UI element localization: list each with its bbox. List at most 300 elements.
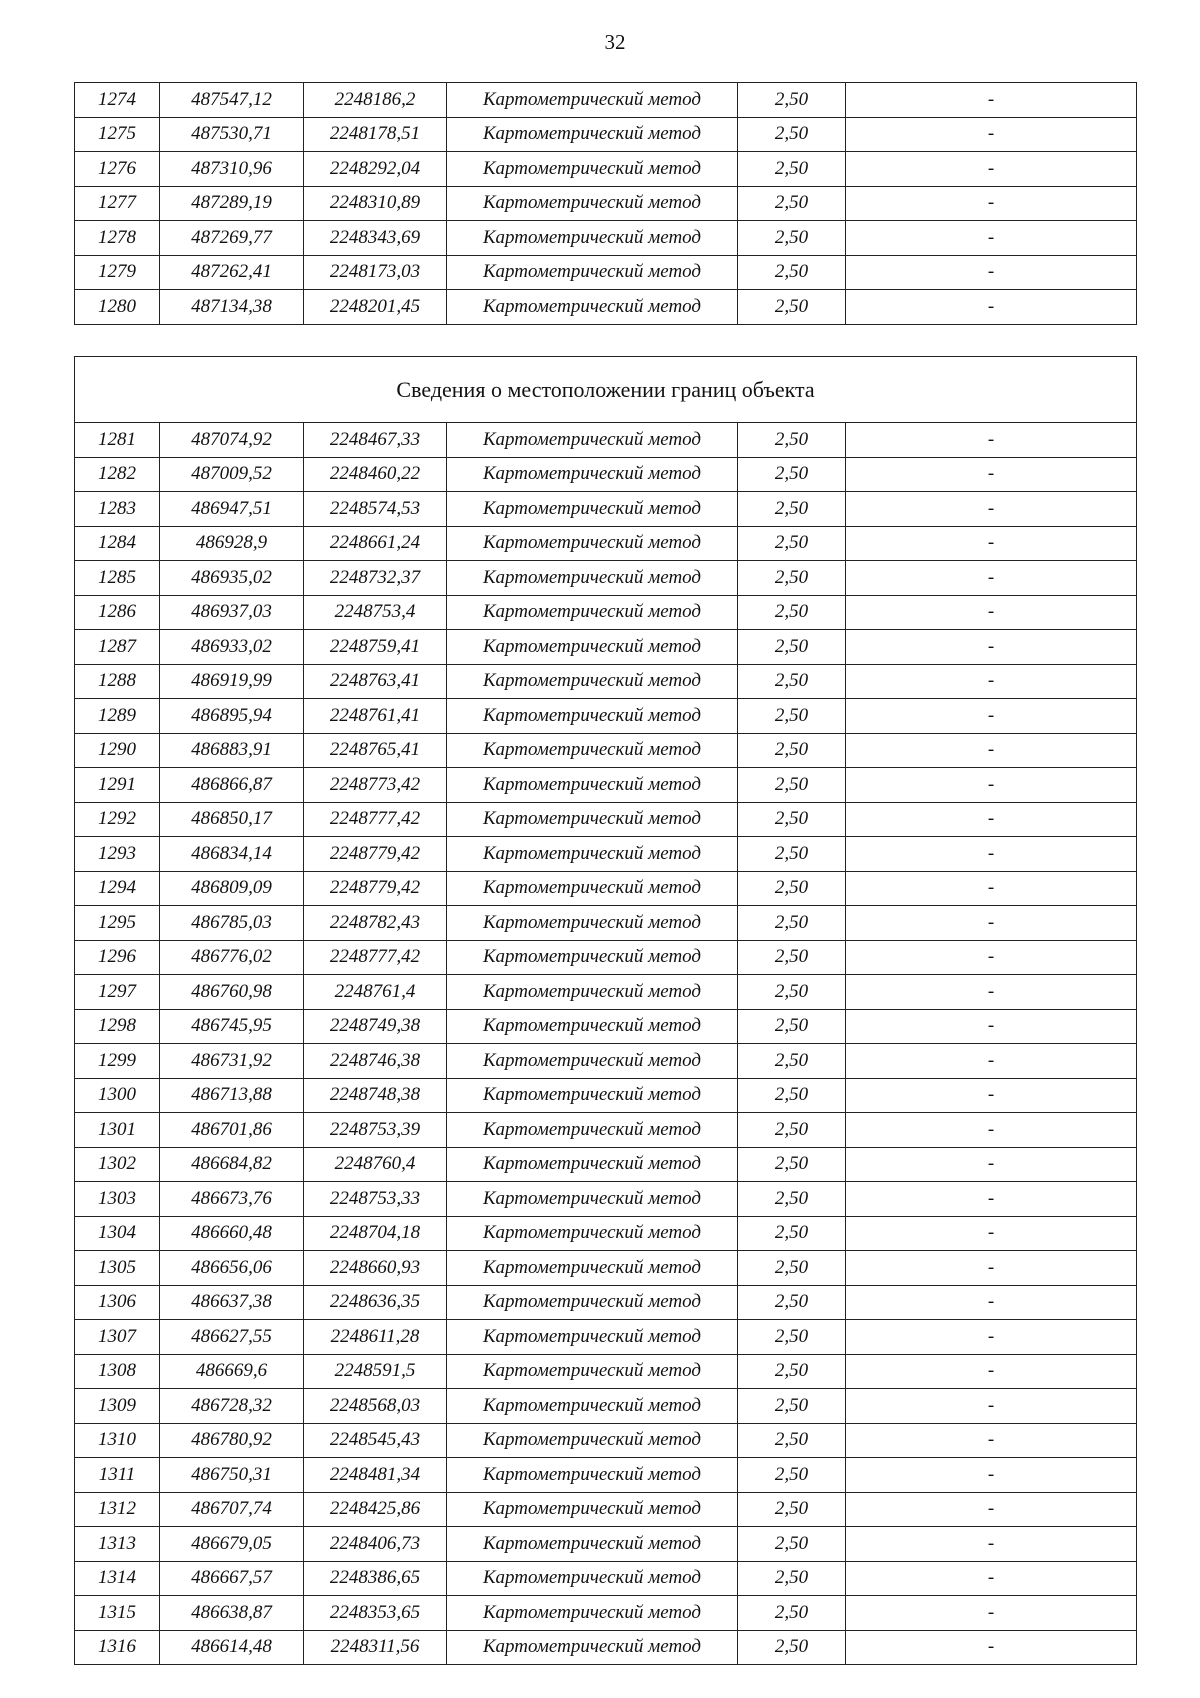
description-cell: - — [846, 1009, 1137, 1044]
description-cell: - — [846, 526, 1137, 561]
y-coordinate-cell: 2248779,42 — [304, 837, 447, 872]
method-cell: Картометрический метод — [447, 1044, 738, 1079]
description-cell: - — [846, 871, 1137, 906]
x-coordinate-cell: 487289,19 — [160, 186, 304, 221]
method-cell: Картометрический метод — [447, 1527, 738, 1562]
point-number-cell: 1280 — [75, 290, 160, 325]
y-coordinate-cell: 2248310,89 — [304, 186, 447, 221]
description-cell: - — [846, 940, 1137, 975]
y-coordinate-cell: 2248779,42 — [304, 871, 447, 906]
x-coordinate-cell: 487530,71 — [160, 117, 304, 152]
x-coordinate-cell: 486933,02 — [160, 630, 304, 665]
description-cell: - — [846, 1251, 1137, 1286]
point-number-cell: 1283 — [75, 492, 160, 527]
point-number-cell: 1285 — [75, 561, 160, 596]
y-coordinate-cell: 2248732,37 — [304, 561, 447, 596]
table-row — [75, 423, 1137, 458]
point-number-cell: 1274 — [75, 83, 160, 118]
table-row — [75, 457, 1137, 492]
table-row — [75, 837, 1137, 872]
y-coordinate-cell: 2248749,38 — [304, 1009, 447, 1044]
y-coordinate-cell: 2248661,24 — [304, 526, 447, 561]
point-number-cell: 1303 — [75, 1182, 160, 1217]
point-number-cell: 1307 — [75, 1320, 160, 1355]
point-number-cell: 1291 — [75, 768, 160, 803]
description-cell: - — [846, 221, 1137, 256]
table-body-main — [75, 357, 1137, 1665]
point-number-cell: 1281 — [75, 423, 160, 458]
point-number-cell: 1292 — [75, 802, 160, 837]
y-coordinate-cell: 2248173,03 — [304, 255, 447, 290]
x-coordinate-cell: 487262,41 — [160, 255, 304, 290]
description-cell: - — [846, 1044, 1137, 1079]
description-cell: - — [846, 423, 1137, 458]
x-coordinate-cell: 486660,48 — [160, 1216, 304, 1251]
method-cell: Картометрический метод — [447, 221, 738, 256]
point-number-cell: 1300 — [75, 1078, 160, 1113]
x-coordinate-cell: 486928,9 — [160, 526, 304, 561]
point-number-cell: 1310 — [75, 1423, 160, 1458]
x-coordinate-cell: 486669,6 — [160, 1354, 304, 1389]
accuracy-cell: 2,50 — [738, 699, 846, 734]
y-coordinate-cell: 2248201,45 — [304, 290, 447, 325]
y-coordinate-cell: 2248782,43 — [304, 906, 447, 941]
description-cell: - — [846, 595, 1137, 630]
method-cell: Картометрический метод — [447, 152, 738, 187]
method-cell: Картометрический метод — [447, 1113, 738, 1148]
y-coordinate-cell: 2248591,5 — [304, 1354, 447, 1389]
table-body-top — [75, 83, 1137, 325]
point-number-cell: 1282 — [75, 457, 160, 492]
x-coordinate-cell: 486656,06 — [160, 1251, 304, 1286]
table-row — [75, 290, 1137, 325]
table-row — [75, 117, 1137, 152]
description-cell: - — [846, 1458, 1137, 1493]
table-row — [75, 699, 1137, 734]
accuracy-cell: 2,50 — [738, 117, 846, 152]
description-cell: - — [846, 975, 1137, 1010]
accuracy-cell: 2,50 — [738, 1044, 846, 1079]
y-coordinate-cell: 2248311,56 — [304, 1630, 447, 1665]
y-coordinate-cell: 2248611,28 — [304, 1320, 447, 1355]
x-coordinate-cell: 486780,92 — [160, 1423, 304, 1458]
description-cell: - — [846, 699, 1137, 734]
x-coordinate-cell: 487009,52 — [160, 457, 304, 492]
description-cell: - — [846, 1182, 1137, 1217]
method-cell: Картометрический метод — [447, 975, 738, 1010]
table-row — [75, 221, 1137, 256]
y-coordinate-cell: 2248753,4 — [304, 595, 447, 630]
point-number-cell: 1302 — [75, 1147, 160, 1182]
point-number-cell: 1315 — [75, 1596, 160, 1631]
y-coordinate-cell: 2248568,03 — [304, 1389, 447, 1424]
accuracy-cell: 2,50 — [738, 1285, 846, 1320]
point-number-cell: 1279 — [75, 255, 160, 290]
point-number-cell: 1294 — [75, 871, 160, 906]
table-row — [75, 152, 1137, 187]
table-row — [75, 83, 1137, 118]
method-cell: Картометрический метод — [447, 699, 738, 734]
x-coordinate-cell: 486701,86 — [160, 1113, 304, 1148]
x-coordinate-cell: 486679,05 — [160, 1527, 304, 1562]
accuracy-cell: 2,50 — [738, 1009, 846, 1044]
accuracy-cell: 2,50 — [738, 595, 846, 630]
description-cell: - — [846, 664, 1137, 699]
point-number-cell: 1286 — [75, 595, 160, 630]
accuracy-cell: 2,50 — [738, 255, 846, 290]
accuracy-cell: 2,50 — [738, 1216, 846, 1251]
x-coordinate-cell: 487074,92 — [160, 423, 304, 458]
table-row — [75, 1251, 1137, 1286]
accuracy-cell: 2,50 — [738, 1561, 846, 1596]
table-row — [75, 561, 1137, 596]
description-cell: - — [846, 1423, 1137, 1458]
method-cell: Картометрический метод — [447, 1182, 738, 1217]
accuracy-cell: 2,50 — [738, 1423, 846, 1458]
x-coordinate-cell: 486866,87 — [160, 768, 304, 803]
method-cell: Картометрический метод — [447, 871, 738, 906]
x-coordinate-cell: 486638,87 — [160, 1596, 304, 1631]
description-cell: - — [846, 768, 1137, 803]
description-cell: - — [846, 1354, 1137, 1389]
y-coordinate-cell: 2248574,53 — [304, 492, 447, 527]
y-coordinate-cell: 2248636,35 — [304, 1285, 447, 1320]
point-number-cell: 1298 — [75, 1009, 160, 1044]
method-cell: Картометрический метод — [447, 186, 738, 221]
description-cell: - — [846, 1527, 1137, 1562]
table-row — [75, 595, 1137, 630]
accuracy-cell: 2,50 — [738, 837, 846, 872]
accuracy-cell: 2,50 — [738, 457, 846, 492]
method-cell: Картометрический метод — [447, 492, 738, 527]
description-cell: - — [846, 1285, 1137, 1320]
method-cell: Картометрический метод — [447, 1078, 738, 1113]
y-coordinate-cell: 2248746,38 — [304, 1044, 447, 1079]
y-coordinate-cell: 2248660,93 — [304, 1251, 447, 1286]
table-row — [75, 1458, 1137, 1493]
method-cell: Картометрический метод — [447, 630, 738, 665]
point-number-cell: 1306 — [75, 1285, 160, 1320]
accuracy-cell: 2,50 — [738, 802, 846, 837]
description-cell: - — [846, 1113, 1137, 1148]
point-number-cell: 1308 — [75, 1354, 160, 1389]
table-row — [75, 1113, 1137, 1148]
table-row — [75, 975, 1137, 1010]
accuracy-cell: 2,50 — [738, 1596, 846, 1631]
method-cell: Картометрический метод — [447, 255, 738, 290]
table-row — [75, 664, 1137, 699]
method-cell: Картометрический метод — [447, 768, 738, 803]
x-coordinate-cell: 486919,99 — [160, 664, 304, 699]
description-cell: - — [846, 186, 1137, 221]
method-cell: Картометрический метод — [447, 83, 738, 118]
method-cell: Картометрический метод — [447, 1320, 738, 1355]
description-cell: - — [846, 802, 1137, 837]
y-coordinate-cell: 2248777,42 — [304, 940, 447, 975]
x-coordinate-cell: 486935,02 — [160, 561, 304, 596]
y-coordinate-cell: 2248777,42 — [304, 802, 447, 837]
y-coordinate-cell: 2248761,41 — [304, 699, 447, 734]
point-number-cell: 1312 — [75, 1492, 160, 1527]
x-coordinate-cell: 486614,48 — [160, 1630, 304, 1665]
point-number-cell: 1278 — [75, 221, 160, 256]
accuracy-cell: 2,50 — [738, 664, 846, 699]
y-coordinate-cell: 2248467,33 — [304, 423, 447, 458]
table-row — [75, 1354, 1137, 1389]
x-coordinate-cell: 487310,96 — [160, 152, 304, 187]
y-coordinate-cell: 2248765,41 — [304, 733, 447, 768]
y-coordinate-cell: 2248386,65 — [304, 1561, 447, 1596]
y-coordinate-cell: 2248753,39 — [304, 1113, 447, 1148]
table-row — [75, 871, 1137, 906]
description-cell: - — [846, 152, 1137, 187]
method-cell: Картометрический метод — [447, 802, 738, 837]
description-cell: - — [846, 733, 1137, 768]
description-cell: - — [846, 1492, 1137, 1527]
description-cell: - — [846, 255, 1137, 290]
y-coordinate-cell: 2248460,22 — [304, 457, 447, 492]
section-heading-row — [75, 357, 1137, 423]
x-coordinate-cell: 486760,98 — [160, 975, 304, 1010]
accuracy-cell: 2,50 — [738, 526, 846, 561]
description-cell: - — [846, 1216, 1137, 1251]
description-cell: - — [846, 83, 1137, 118]
accuracy-cell: 2,50 — [738, 871, 846, 906]
method-cell: Картометрический метод — [447, 733, 738, 768]
description-cell: - — [846, 1078, 1137, 1113]
x-coordinate-cell: 486731,92 — [160, 1044, 304, 1079]
accuracy-cell: 2,50 — [738, 906, 846, 941]
description-cell: - — [846, 1147, 1137, 1182]
point-number-cell: 1287 — [75, 630, 160, 665]
accuracy-cell: 2,50 — [738, 561, 846, 596]
x-coordinate-cell: 486809,09 — [160, 871, 304, 906]
x-coordinate-cell: 486713,88 — [160, 1078, 304, 1113]
point-number-cell: 1296 — [75, 940, 160, 975]
method-cell: Картометрический метод — [447, 290, 738, 325]
method-cell: Картометрический метод — [447, 1596, 738, 1631]
point-number-cell: 1301 — [75, 1113, 160, 1148]
accuracy-cell: 2,50 — [738, 423, 846, 458]
point-number-cell: 1293 — [75, 837, 160, 872]
table-row — [75, 526, 1137, 561]
method-cell: Картометрический метод — [447, 561, 738, 596]
method-cell: Картометрический метод — [447, 526, 738, 561]
accuracy-cell: 2,50 — [738, 1320, 846, 1355]
y-coordinate-cell: 2248545,43 — [304, 1423, 447, 1458]
accuracy-cell: 2,50 — [738, 768, 846, 803]
description-cell: - — [846, 1596, 1137, 1631]
y-coordinate-cell: 2248753,33 — [304, 1182, 447, 1217]
point-number-cell: 1290 — [75, 733, 160, 768]
table-row — [75, 1182, 1137, 1217]
table-row — [75, 1216, 1137, 1251]
table-row — [75, 1320, 1137, 1355]
method-cell: Картометрический метод — [447, 837, 738, 872]
point-number-cell: 1313 — [75, 1527, 160, 1562]
y-coordinate-cell: 2248353,65 — [304, 1596, 447, 1631]
accuracy-cell: 2,50 — [738, 1078, 846, 1113]
point-number-cell: 1299 — [75, 1044, 160, 1079]
table-row — [75, 255, 1137, 290]
table-row — [75, 186, 1137, 221]
method-cell: Картометрический метод — [447, 1251, 738, 1286]
method-cell: Картометрический метод — [447, 906, 738, 941]
y-coordinate-cell: 2248760,4 — [304, 1147, 447, 1182]
table-row — [75, 630, 1137, 665]
y-coordinate-cell: 2248186,2 — [304, 83, 447, 118]
y-coordinate-cell: 2248773,42 — [304, 768, 447, 803]
table-row — [75, 768, 1137, 803]
description-cell: - — [846, 906, 1137, 941]
accuracy-cell: 2,50 — [738, 975, 846, 1010]
point-number-cell: 1311 — [75, 1458, 160, 1493]
x-coordinate-cell: 486684,82 — [160, 1147, 304, 1182]
accuracy-cell: 2,50 — [738, 152, 846, 187]
method-cell: Картометрический метод — [447, 1354, 738, 1389]
x-coordinate-cell: 487134,38 — [160, 290, 304, 325]
x-coordinate-cell: 486776,02 — [160, 940, 304, 975]
description-cell: - — [846, 561, 1137, 596]
table-row — [75, 1009, 1137, 1044]
table-row — [75, 1389, 1137, 1424]
y-coordinate-cell: 2248481,34 — [304, 1458, 447, 1493]
table-row — [75, 1078, 1137, 1113]
method-cell: Картометрический метод — [447, 1458, 738, 1493]
description-cell: - — [846, 630, 1137, 665]
x-coordinate-cell: 486673,76 — [160, 1182, 304, 1217]
section-heading: Сведения о местоположении границ объекта — [75, 357, 1137, 423]
accuracy-cell: 2,50 — [738, 1527, 846, 1562]
accuracy-cell: 2,50 — [738, 1458, 846, 1493]
coordinates-table-continued — [74, 82, 1137, 325]
point-number-cell: 1314 — [75, 1561, 160, 1596]
method-cell: Картометрический метод — [447, 1389, 738, 1424]
y-coordinate-cell: 2248425,86 — [304, 1492, 447, 1527]
x-coordinate-cell: 486895,94 — [160, 699, 304, 734]
table-row — [75, 906, 1137, 941]
table-row — [75, 492, 1137, 527]
point-number-cell: 1288 — [75, 664, 160, 699]
accuracy-cell: 2,50 — [738, 1492, 846, 1527]
accuracy-cell: 2,50 — [738, 940, 846, 975]
table-row — [75, 1596, 1137, 1631]
point-number-cell: 1275 — [75, 117, 160, 152]
x-coordinate-cell: 487269,77 — [160, 221, 304, 256]
x-coordinate-cell: 486627,55 — [160, 1320, 304, 1355]
accuracy-cell: 2,50 — [738, 630, 846, 665]
table-row — [75, 940, 1137, 975]
table-row — [75, 1492, 1137, 1527]
table-row — [75, 1423, 1137, 1458]
y-coordinate-cell: 2248748,38 — [304, 1078, 447, 1113]
description-cell: - — [846, 1630, 1137, 1665]
point-number-cell: 1305 — [75, 1251, 160, 1286]
description-cell: - — [846, 492, 1137, 527]
table-row — [75, 1285, 1137, 1320]
x-coordinate-cell: 486637,38 — [160, 1285, 304, 1320]
accuracy-cell: 2,50 — [738, 186, 846, 221]
point-number-cell: 1309 — [75, 1389, 160, 1424]
method-cell: Картометрический метод — [447, 664, 738, 699]
y-coordinate-cell: 2248763,41 — [304, 664, 447, 699]
x-coordinate-cell: 486834,14 — [160, 837, 304, 872]
y-coordinate-cell: 2248704,18 — [304, 1216, 447, 1251]
method-cell: Картометрический метод — [447, 940, 738, 975]
method-cell: Картометрический метод — [447, 1561, 738, 1596]
method-cell: Картометрический метод — [447, 457, 738, 492]
description-cell: - — [846, 457, 1137, 492]
accuracy-cell: 2,50 — [738, 1113, 846, 1148]
x-coordinate-cell: 486745,95 — [160, 1009, 304, 1044]
point-number-cell: 1304 — [75, 1216, 160, 1251]
description-cell: - — [846, 837, 1137, 872]
x-coordinate-cell: 486707,74 — [160, 1492, 304, 1527]
table-row — [75, 802, 1137, 837]
point-number-cell: 1284 — [75, 526, 160, 561]
table-row — [75, 1044, 1137, 1079]
method-cell: Картометрический метод — [447, 1423, 738, 1458]
table-row — [75, 1561, 1137, 1596]
description-cell: - — [846, 1320, 1137, 1355]
y-coordinate-cell: 2248761,4 — [304, 975, 447, 1010]
point-number-cell: 1295 — [75, 906, 160, 941]
table-row — [75, 1527, 1137, 1562]
point-number-cell: 1277 — [75, 186, 160, 221]
method-cell: Картометрический метод — [447, 1285, 738, 1320]
accuracy-cell: 2,50 — [738, 1389, 846, 1424]
x-coordinate-cell: 486728,32 — [160, 1389, 304, 1424]
accuracy-cell: 2,50 — [738, 1630, 846, 1665]
point-number-cell: 1289 — [75, 699, 160, 734]
accuracy-cell: 2,50 — [738, 1147, 846, 1182]
y-coordinate-cell: 2248178,51 — [304, 117, 447, 152]
accuracy-cell: 2,50 — [738, 492, 846, 527]
table-row — [75, 1147, 1137, 1182]
method-cell: Картометрический метод — [447, 1009, 738, 1044]
accuracy-cell: 2,50 — [738, 1354, 846, 1389]
y-coordinate-cell: 2248292,04 — [304, 152, 447, 187]
x-coordinate-cell: 486937,03 — [160, 595, 304, 630]
method-cell: Картометрический метод — [447, 1492, 738, 1527]
method-cell: Картометрический метод — [447, 1147, 738, 1182]
accuracy-cell: 2,50 — [738, 1251, 846, 1286]
y-coordinate-cell: 2248759,41 — [304, 630, 447, 665]
accuracy-cell: 2,50 — [738, 1182, 846, 1217]
y-coordinate-cell: 2248343,69 — [304, 221, 447, 256]
x-coordinate-cell: 486850,17 — [160, 802, 304, 837]
point-number-cell: 1276 — [75, 152, 160, 187]
description-cell: - — [846, 290, 1137, 325]
accuracy-cell: 2,50 — [738, 221, 846, 256]
method-cell: Картометрический метод — [447, 1630, 738, 1665]
point-number-cell: 1316 — [75, 1630, 160, 1665]
method-cell: Картометрический метод — [447, 595, 738, 630]
accuracy-cell: 2,50 — [738, 83, 846, 118]
x-coordinate-cell: 486785,03 — [160, 906, 304, 941]
description-cell: - — [846, 1561, 1137, 1596]
method-cell: Картометрический метод — [447, 117, 738, 152]
x-coordinate-cell: 486947,51 — [160, 492, 304, 527]
method-cell: Картометрический метод — [447, 1216, 738, 1251]
description-cell: - — [846, 1389, 1137, 1424]
x-coordinate-cell: 486750,31 — [160, 1458, 304, 1493]
table-row — [75, 733, 1137, 768]
x-coordinate-cell: 487547,12 — [160, 83, 304, 118]
accuracy-cell: 2,50 — [738, 733, 846, 768]
method-cell: Картометрический метод — [447, 423, 738, 458]
x-coordinate-cell: 486883,91 — [160, 733, 304, 768]
